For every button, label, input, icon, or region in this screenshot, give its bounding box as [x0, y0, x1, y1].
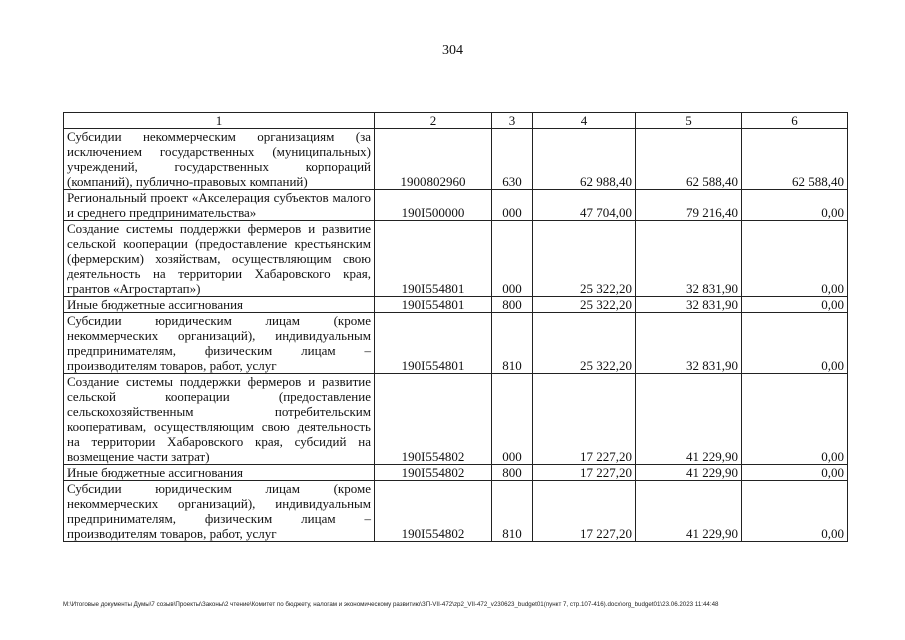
row-value-2: 41 229,90: [636, 374, 742, 465]
row-description: Субсидии юридическим лицам (кроме некоммерческих организаций), индивидуальным предпринимателям, физическим лицам – производителям товаров, работ, услуг: [64, 481, 375, 542]
row-description: Создание системы поддержки фермеров и развитие сельской кооперации (предоставление крестьянским (фермерским) хозяйствам, осуществляющим свою деятельность на территории Хабаровского края, грантов «Агростартап»): [64, 221, 375, 297]
row-type: 800: [492, 465, 533, 481]
row-value-2: 79 216,40: [636, 190, 742, 221]
row-description: Иные бюджетные ассигнования: [64, 465, 375, 481]
row-type: 000: [492, 374, 533, 465]
row-value-1: 47 704,00: [533, 190, 636, 221]
column-header-6: 6: [742, 113, 848, 129]
row-value-3: 62 588,40: [742, 129, 848, 190]
table-row: [64, 374, 848, 465]
row-description: Создание системы поддержки фермеров и развитие сельской кооперации (предоставление сельскохозяйственным потребительским кооперативам, осуществляющим свою деятельность на территории Хабаровского края, субсидий на возмещение части затрат): [64, 374, 375, 465]
row-value-1: 17 227,20: [533, 481, 636, 542]
row-code: 190I554801: [375, 313, 492, 374]
row-value-3: 0,00: [742, 221, 848, 297]
row-value-1: 17 227,20: [533, 465, 636, 481]
table-row: [64, 465, 848, 481]
row-value-1: 17 227,20: [533, 374, 636, 465]
row-code: 190I554801: [375, 297, 492, 313]
row-type: 630: [492, 129, 533, 190]
table-row: [64, 190, 848, 221]
table-row: [64, 129, 848, 190]
row-value-2: 41 229,90: [636, 481, 742, 542]
row-value-2: 32 831,90: [636, 221, 742, 297]
table-row: [64, 481, 848, 542]
row-type: 000: [492, 221, 533, 297]
row-type: 000: [492, 190, 533, 221]
row-value-3: 0,00: [742, 374, 848, 465]
row-value-1: 25 322,20: [533, 297, 636, 313]
row-value-3: 0,00: [742, 297, 848, 313]
row-value-3: 0,00: [742, 190, 848, 221]
budget-table: [63, 112, 848, 542]
row-type: 810: [492, 481, 533, 542]
row-value-3: 0,00: [742, 465, 848, 481]
page-number: 304: [442, 43, 463, 58]
row-value-2: 32 831,90: [636, 297, 742, 313]
row-value-3: 0,00: [742, 481, 848, 542]
row-value-2: 32 831,90: [636, 313, 742, 374]
header-row: [64, 113, 848, 129]
document-path-footer: M:\Итоговые документы Думы\7 созыв\Проекты\Законы\2 чтение\Комитет по бюджету, налогам и экономическому развитию\ЗП-VII-472\zp2_VII-472_v230623_budget01(пункт 7, стр.107-416).docx\org_budget01\23.06.2023 11:44:48: [63, 601, 719, 608]
row-type: 800: [492, 297, 533, 313]
table-row: [64, 313, 848, 374]
row-value-1: 25 322,20: [533, 221, 636, 297]
row-type: 810: [492, 313, 533, 374]
row-description: Региональный проект «Акселерация субъектов малого и среднего предпринимательства»: [64, 190, 375, 221]
row-code: 190I500000: [375, 190, 492, 221]
row-code: 1900802960: [375, 129, 492, 190]
row-code: 190I554802: [375, 374, 492, 465]
row-value-2: 41 229,90: [636, 465, 742, 481]
row-value-2: 62 588,40: [636, 129, 742, 190]
row-value-1: 62 988,40: [533, 129, 636, 190]
column-header-2: 2: [375, 113, 492, 129]
column-header-5: 5: [636, 113, 742, 129]
row-value-1: 25 322,20: [533, 313, 636, 374]
table-row: [64, 221, 848, 297]
row-code: 190I554802: [375, 465, 492, 481]
row-code: 190I554802: [375, 481, 492, 542]
column-header-1: 1: [64, 113, 375, 129]
column-header-4: 4: [533, 113, 636, 129]
table-row: [64, 297, 848, 313]
row-code: 190I554801: [375, 221, 492, 297]
row-description: Субсидии некоммерческим организациям (за исключением государственных (муниципальных) учреждений, государственных корпораций (компаний), публично-правовых компаний): [64, 129, 375, 190]
column-header-3: 3: [492, 113, 533, 129]
row-description: Субсидии юридическим лицам (кроме некоммерческих организаций), индивидуальным предпринимателям, физическим лицам – производителям товаров, работ, услуг: [64, 313, 375, 374]
row-description: Иные бюджетные ассигнования: [64, 297, 375, 313]
row-value-3: 0,00: [742, 313, 848, 374]
